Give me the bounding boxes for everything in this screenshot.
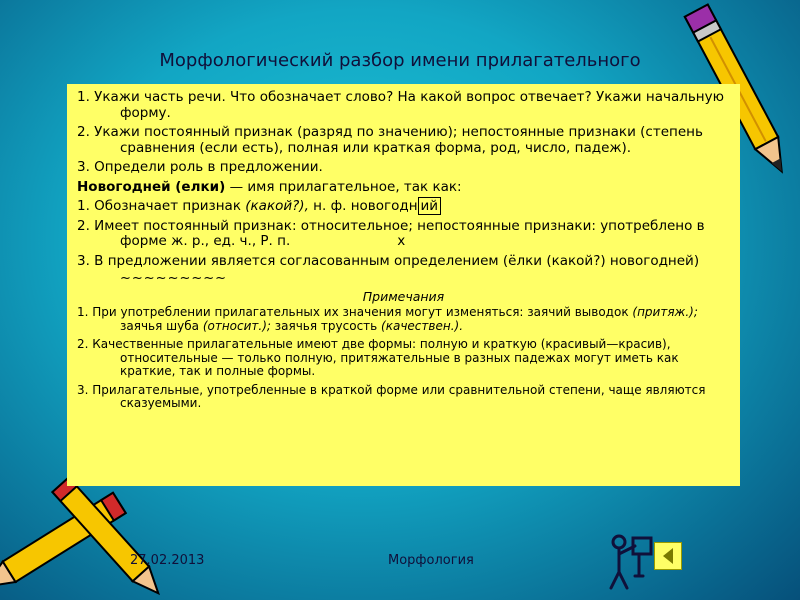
note-1: 1. При употреблении прилагательных их значения могут изменяться: заячий выводок (притяж.); заячья шуба (относит.); заячья трусость (качествен.). <box>77 305 698 333</box>
note-3: 3. Прилагательные, употребленные в краткой форме или сравнительной степени, чаще являются сказуемыми. <box>77 382 706 410</box>
note-2: 2. Качественные прилагательные имеют две формы: полную и краткую (красивый—красив), относительные — только полную, притяжательные в разных падежах могут иметь как краткие, так и полные формы. <box>77 337 679 378</box>
example-heading <box>77 180 730 196</box>
step-1: 1. Укажи часть речи. Что обозначает слово? На какой вопрос отвечает? Укажи начальную форму. <box>77 89 724 121</box>
example-line-2: 2. Имеет постоянный признак: относительное; непостоянные признаки: употреблено в форме ж. р., ед. ч., Р. п. x <box>77 217 705 249</box>
footer-subject: Морфология <box>388 553 474 568</box>
example-line-3: 3. В предложении является согласованным определением (ёлки (какой?) новогодней) <box>77 252 700 269</box>
underline-mark: ~~~~~~~~~ <box>120 271 228 286</box>
teacher-icon <box>605 532 655 592</box>
slide-title: Морфологический разбор имени прилагательного <box>159 50 641 71</box>
footer-date: 27.02.2013 <box>130 553 205 568</box>
pencil-icon <box>0 470 170 600</box>
ending-box: ий <box>418 197 442 215</box>
example-word: Новогодней (елки) <box>77 178 226 195</box>
content-panel <box>67 84 740 486</box>
step-2: 2. Укажи постоянный признак (разряд по значению); непостоянные признаки (степень сравнения (если есть), полная или краткая форма, род, число, падеж). <box>77 124 703 156</box>
example-line-1: 1. Обозначает признак (какой?), н. ф. новогодн ий <box>77 199 730 215</box>
step-3: 3. Определи роль в предложении. <box>77 159 323 175</box>
nav-back-button[interactable] <box>654 542 682 570</box>
nav-back-icon <box>655 543 681 569</box>
notes-heading: Примечания <box>362 289 445 304</box>
example-intro: — имя прилагательное, так как: <box>225 178 462 195</box>
